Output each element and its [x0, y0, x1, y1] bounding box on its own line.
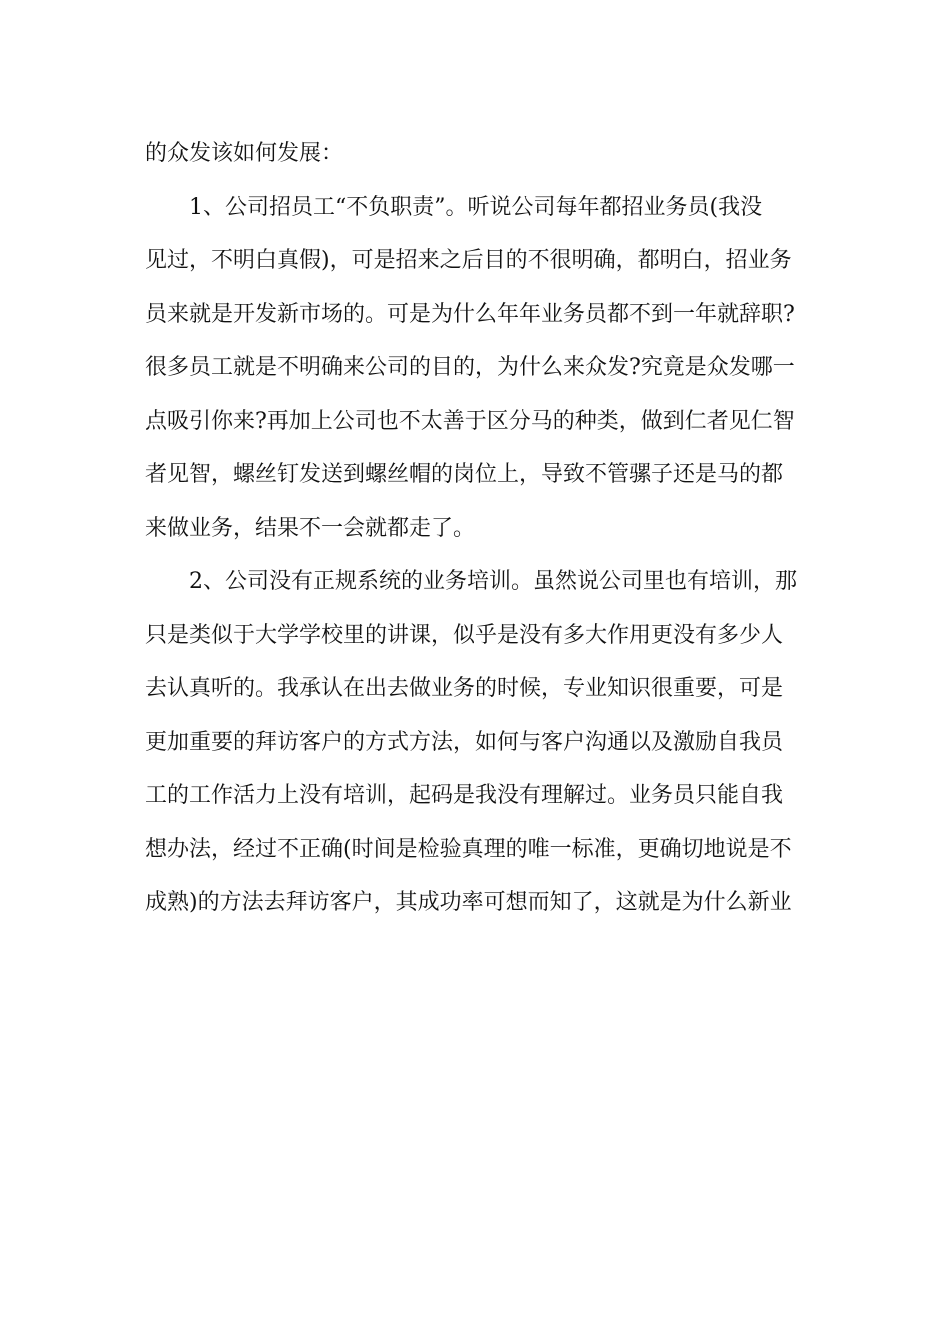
text-line: 很多员工就是不明确来公司的目的，为什么来众发?究竟是众发哪一 — [145, 355, 795, 380]
text-line: 工的工作活力上没有培训，起码是我没有理解过。业务员只能自我 — [145, 783, 784, 808]
text-line: 员来就是开发新市场的。可是为什么年年业务员都不到一年就辞职? — [145, 301, 795, 327]
text-line: 的众发该如何发展： — [145, 141, 344, 166]
text-line: 见过，不明白真假)，可是招来之后目的不很明确，都明白，招业务 — [145, 248, 792, 273]
text-line: 者见智，螺丝钉发送到螺丝帽的岗位上，导致不管骡子还是马的都 — [145, 462, 784, 487]
text-line: 成熟)的方法去拜访客户，其成功率可想而知了，这就是为什么新业 — [145, 890, 792, 915]
text-line: 点吸引你来?再加上公司也不太善于区分马的种类，做到仁者见仁智 — [145, 408, 795, 434]
text-line: 想办法，经过不正确(时间是检验真理的唯一标准，更确切地说是不 — [145, 836, 792, 862]
text-line: 只是类似于大学学校里的讲课，似乎是没有多大作用更没有多少人 — [145, 622, 784, 648]
text-line: 来做业务，结果不一会就都走了。 — [145, 515, 476, 541]
text-line: 2、公司没有正规系统的业务培训。虽然说公司里也有培训，那 — [189, 569, 797, 594]
text-line: 去认真听的。我承认在出去做业务的时候，专业知识很重要，可是 — [145, 676, 784, 701]
text-line: 1、公司招员工“不负职责”。听说公司每年都招业务员(我没 — [189, 194, 763, 220]
body-text — [145, 127, 810, 930]
text-line: 更加重要的拜访客户的方式方法，如何与客户沟通以及激励自我员 — [145, 729, 784, 755]
